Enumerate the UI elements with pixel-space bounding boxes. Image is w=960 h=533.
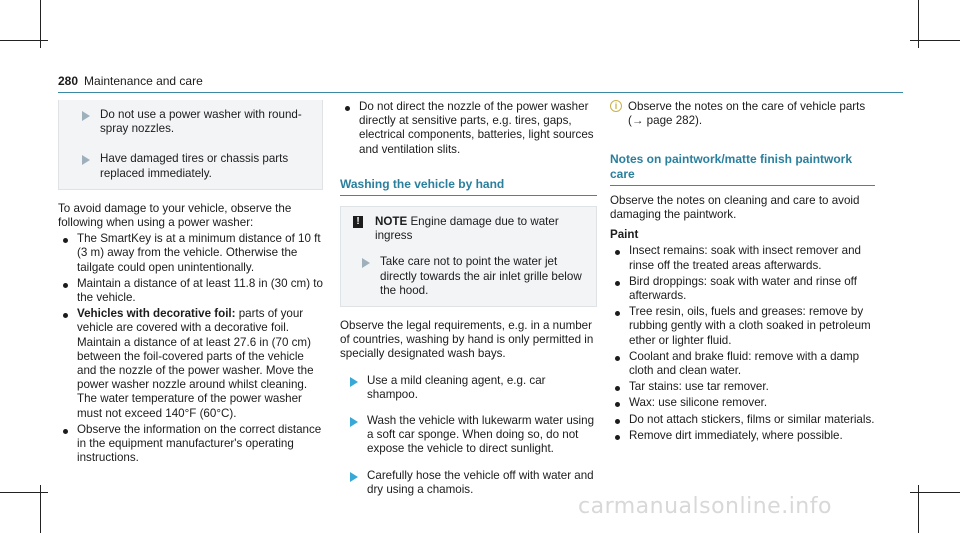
list-item-text: Tree resin, oils, fuels and greases: remove by rubbing gently with a cloth soaked in petroleum ether or lighter fluid. — [629, 305, 871, 347]
list-item — [610, 380, 875, 394]
list-item — [610, 396, 875, 410]
bullet-list — [610, 244, 875, 443]
list-item-text: Remove dirt immediately, where possible. — [629, 428, 843, 442]
list-item-text: Tar stains: use tar remover. — [629, 380, 769, 394]
list-item — [58, 277, 323, 305]
list-item — [58, 232, 323, 275]
bullet-list — [58, 232, 323, 465]
list-item — [610, 305, 875, 348]
crop-mark — [0, 40, 48, 41]
crop-mark — [910, 492, 960, 493]
list-item — [610, 244, 875, 272]
list-item-text: Coolant and brake fluid: remove with a damp cloth and clean water. — [629, 349, 860, 378]
list-item — [340, 100, 597, 157]
instruction-text: Take care not to point the water jet directly towards the air inlet grille below the hood. — [380, 255, 582, 297]
step-text: Carefully hose the vehicle off with water and dry using a chamois. — [367, 468, 594, 496]
column-middle — [340, 100, 597, 497]
step-list — [340, 374, 597, 497]
intro-paragraph: Observe the notes on cleaning and care to avoid damaging the paintwork. — [610, 193, 860, 222]
crop-mark — [0, 492, 48, 493]
step-item — [340, 414, 597, 457]
play-arrow-icon — [350, 417, 358, 427]
section-divider — [340, 195, 597, 196]
list-item-text: Bird droppings: soak with water and rinse off afterwards. — [629, 274, 857, 303]
step-item — [340, 374, 597, 402]
notice-title-text: Engine damage due to water ingress — [375, 215, 559, 243]
list-item — [610, 413, 875, 427]
list-item-text: Do not attach stickers, films or similar materials. — [629, 412, 875, 426]
page-number: 280 — [58, 74, 79, 88]
watermark: carmanualsonline.info — [578, 494, 832, 519]
section-divider — [610, 185, 875, 186]
list-item-bold: Vehicles with decorative foil: — [77, 307, 236, 321]
step-text: Wash the vehicle with lukewarm water using a soft car sponge. When doing so, do not expose the vehicle to direct sunlight. — [367, 414, 595, 456]
list-item-text: Do not direct the nozzle of the power washer directly at sensitive parts, e.g. tires, gaps, electrical components, batteries, light sources and ventilation slits. — [359, 100, 594, 156]
list-item-text: Observe the information on the correct distance in the equipment manufacturer's operating instructions. — [77, 422, 322, 465]
list-item — [58, 423, 323, 466]
play-arrow-icon — [350, 377, 358, 387]
list-item — [610, 350, 875, 378]
list-item-text: Wax: use silicone remover. — [629, 396, 768, 410]
list-item — [610, 275, 875, 303]
step-item — [340, 469, 597, 497]
column-left — [58, 100, 323, 465]
page-header — [58, 74, 203, 89]
notice-title — [353, 215, 586, 243]
column-right — [610, 100, 875, 443]
bullet-list — [340, 100, 597, 157]
list-item-text: parts of your vehicle are covered with a decorative foil. Maintain a distance of at least 27.6 in (70 cm) between the foil-covered parts of the vehicle and the nozzle of the power washer. Move the power washer nozzle around whilst cleaning. The water temperature of the power washer must not exceed 140°F (60°C). — [77, 307, 314, 420]
instruction-item — [73, 100, 312, 136]
warning-icon: ! — [353, 216, 363, 228]
list-item-text: Maintain a distance of at least 11.8 in (30 cm) to the vehicle. — [77, 276, 323, 305]
list-item — [58, 307, 323, 421]
notice-box — [340, 206, 597, 307]
list-item-text: Insect remains: soak with insect remover and rinse off the treated areas afterwards. — [629, 244, 861, 272]
list-item-text: The SmartKey is at a minimum distance of 10 ft (3 m) away from the vehicle. Otherwise the tailgate could open unintentionally. — [77, 232, 321, 274]
notice-instruction — [353, 255, 586, 298]
crop-mark — [910, 40, 960, 41]
section-heading: Washing the vehicle by hand — [340, 176, 505, 191]
section-title: Maintenance and care — [84, 74, 203, 88]
play-arrow-icon — [82, 111, 90, 121]
intro-paragraph: To avoid damage to your vehicle, observe the following when using a power washer: — [58, 201, 292, 230]
info-text: Observe the notes on the care of vehicle parts (→ page 282). — [628, 100, 866, 128]
info-icon: i — [610, 100, 622, 112]
list-item — [610, 429, 875, 443]
step-text: Use a mild cleaning agent, e.g. car shampoo. — [367, 373, 546, 401]
instruction-text: Do not use a power washer with round-spray nozzles. — [100, 108, 302, 136]
notice-label: NOTE — [375, 215, 408, 229]
play-arrow-icon — [350, 472, 358, 482]
subheading: Paint — [610, 228, 639, 242]
instruction-item — [73, 144, 312, 180]
play-arrow-icon — [362, 258, 370, 268]
body-paragraph: Observe the legal requirements, e.g. in a number of countries, washing by hand is only permitted in specially designated wash bays. — [340, 319, 594, 361]
header-divider — [58, 92, 903, 93]
info-note — [610, 100, 875, 128]
section-heading: Notes on paintwork/matte finish paintwork care — [610, 152, 853, 181]
play-arrow-icon — [82, 155, 90, 165]
warning-instructions-box — [58, 100, 323, 190]
instruction-text: Have damaged tires or chassis parts replaced immediately. — [100, 152, 289, 180]
